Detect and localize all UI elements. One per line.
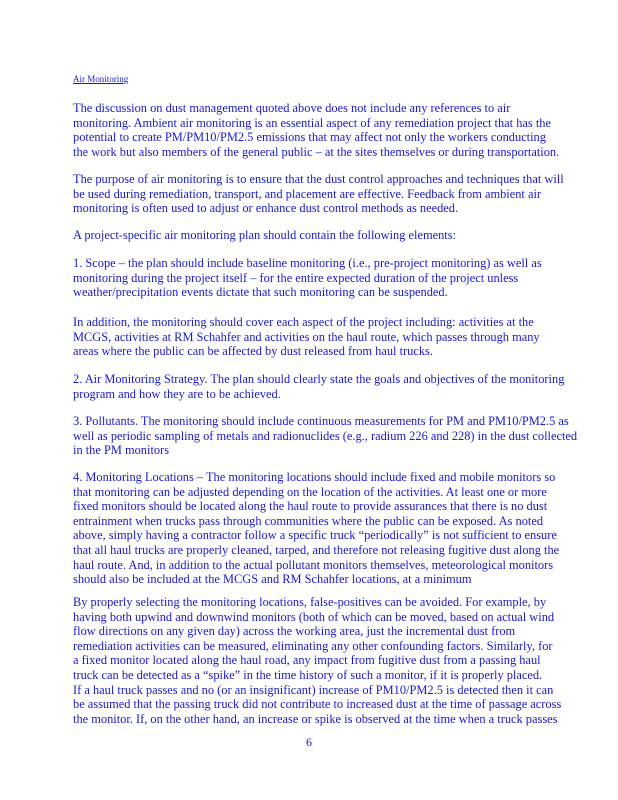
text-line: that monitoring can be adjusted depending on the location of the activities. At least one or more: [73, 484, 547, 499]
page-number: 6: [306, 735, 312, 749]
paragraph: [73, 256, 613, 300]
text-line: flow directions on any given day) across the working area, just the incremental dust from: [73, 624, 516, 639]
text-line: above, simply having a contractor follow a specific truck “periodically” is not sufficient to ensure: [73, 528, 557, 543]
text-line: haul route. And, in addition to the actual pollutant monitors themselves, meteorological monitors: [73, 557, 554, 572]
paragraph: [73, 172, 613, 216]
text-line: If a haul truck passes and no (or an insignificant) increase of PM10/PM2.5 is detected then it can: [73, 682, 554, 697]
text-line: By properly selecting the monitoring locations, false-positives can be avoided. For example, by: [73, 595, 547, 609]
paragraph: [73, 228, 613, 243]
text-line: monitoring is often used to adjust or enhance dust control methods as needed.: [73, 201, 459, 216]
paragraph: [73, 414, 613, 458]
text-line: The purpose of air monitoring is to ensure that the dust control approaches and techniques that will: [73, 172, 564, 186]
text-line: monitoring during the project itself – for the entire expected duration of the project unless: [73, 270, 519, 285]
text-line: the monitor. If, on the other hand, an increase or spike is observed at the time when a truck passes: [73, 711, 558, 726]
text-line: well as periodic sampling of metals and radionuclides (e.g., radium 226 and 228) in the dust collected: [73, 428, 578, 443]
text-line: 4. Monitoring Locations – The monitoring locations should include fixed and mobile monitors so: [73, 470, 556, 484]
text-line: be assumed that the passing truck did not contribute to increased dust at the time of passage across: [73, 697, 562, 712]
paragraph: [73, 595, 613, 726]
paragraph: [73, 372, 613, 401]
text-line: fixed monitors should be located along the haul route to provide assurances that there is no dust: [73, 499, 548, 514]
text-line: should also be included at the MCGS and RM Schahfer locations, at a minimum: [73, 572, 472, 587]
text-line: having both upwind and downwind monitors (both of which can be moved, based on actual wind: [73, 609, 555, 624]
text-line: 1. Scope – the plan should include baseline monitoring (i.e., pre-project monitoring) as well as: [73, 256, 542, 270]
text-line: remediation activities can be measured, eliminating any other confounding factors. Similarly, for: [73, 638, 553, 653]
section-heading: Air Monitoring: [73, 74, 129, 84]
text-line: potential to create PM/PM10/PM2.5 emissions that may affect not only the workers conducting: [73, 130, 546, 145]
text-line: that all haul trucks are properly cleaned, tarped, and therefore not releasing fugitive dust along the: [73, 542, 560, 557]
text-line: areas where the public can be affected by dust released from haul trucks.: [73, 344, 433, 359]
paragraph: [73, 470, 613, 587]
text-line: monitoring. Ambient air monitoring is an essential aspect of any remediation project that has the: [73, 115, 551, 130]
text-line: weather/precipitation events dictate that such monitoring can be suspended.: [73, 285, 448, 300]
text-line: The discussion on dust management quoted above does not include any references to air: [73, 101, 511, 115]
text-line: 3. Pollutants. The monitoring should include continuous measurements for PM and PM10/PM2.5 as: [73, 414, 569, 428]
text-line: program and how they are to be achieved.: [73, 386, 281, 401]
text-line: in the PM monitors: [73, 443, 170, 458]
text-line: In addition, the monitoring should cover each aspect of the project including: activities at the: [73, 315, 534, 329]
text-line: be used during remediation, transport, and placement are effective. Feedback from ambient air: [73, 186, 542, 201]
paragraph: [73, 101, 613, 159]
text-line: entrainment when trucks pass through communities where the public can be exposed. As noted: [73, 513, 544, 528]
paragraph: [73, 315, 613, 359]
text-line: A project-specific air monitoring plan should contain the following elements:: [73, 228, 456, 242]
text-line: the work but also members of the general public – at the sites themselves or during transportation.: [73, 144, 560, 159]
text-line: 2. Air Monitoring Strategy. The plan should clearly state the goals and objectives of the monitoring: [73, 372, 565, 386]
text-line: MCGS, activities at RM Schahfer and activities on the haul route, which passes through many: [73, 329, 540, 344]
text-line: a fixed monitor located along the haul road, any impact from fugitive dust from a passing haul: [73, 653, 541, 668]
text-line: truck can be detected as a “spike” in the time history of such a monitor, if it is properly placed.: [73, 667, 543, 682]
